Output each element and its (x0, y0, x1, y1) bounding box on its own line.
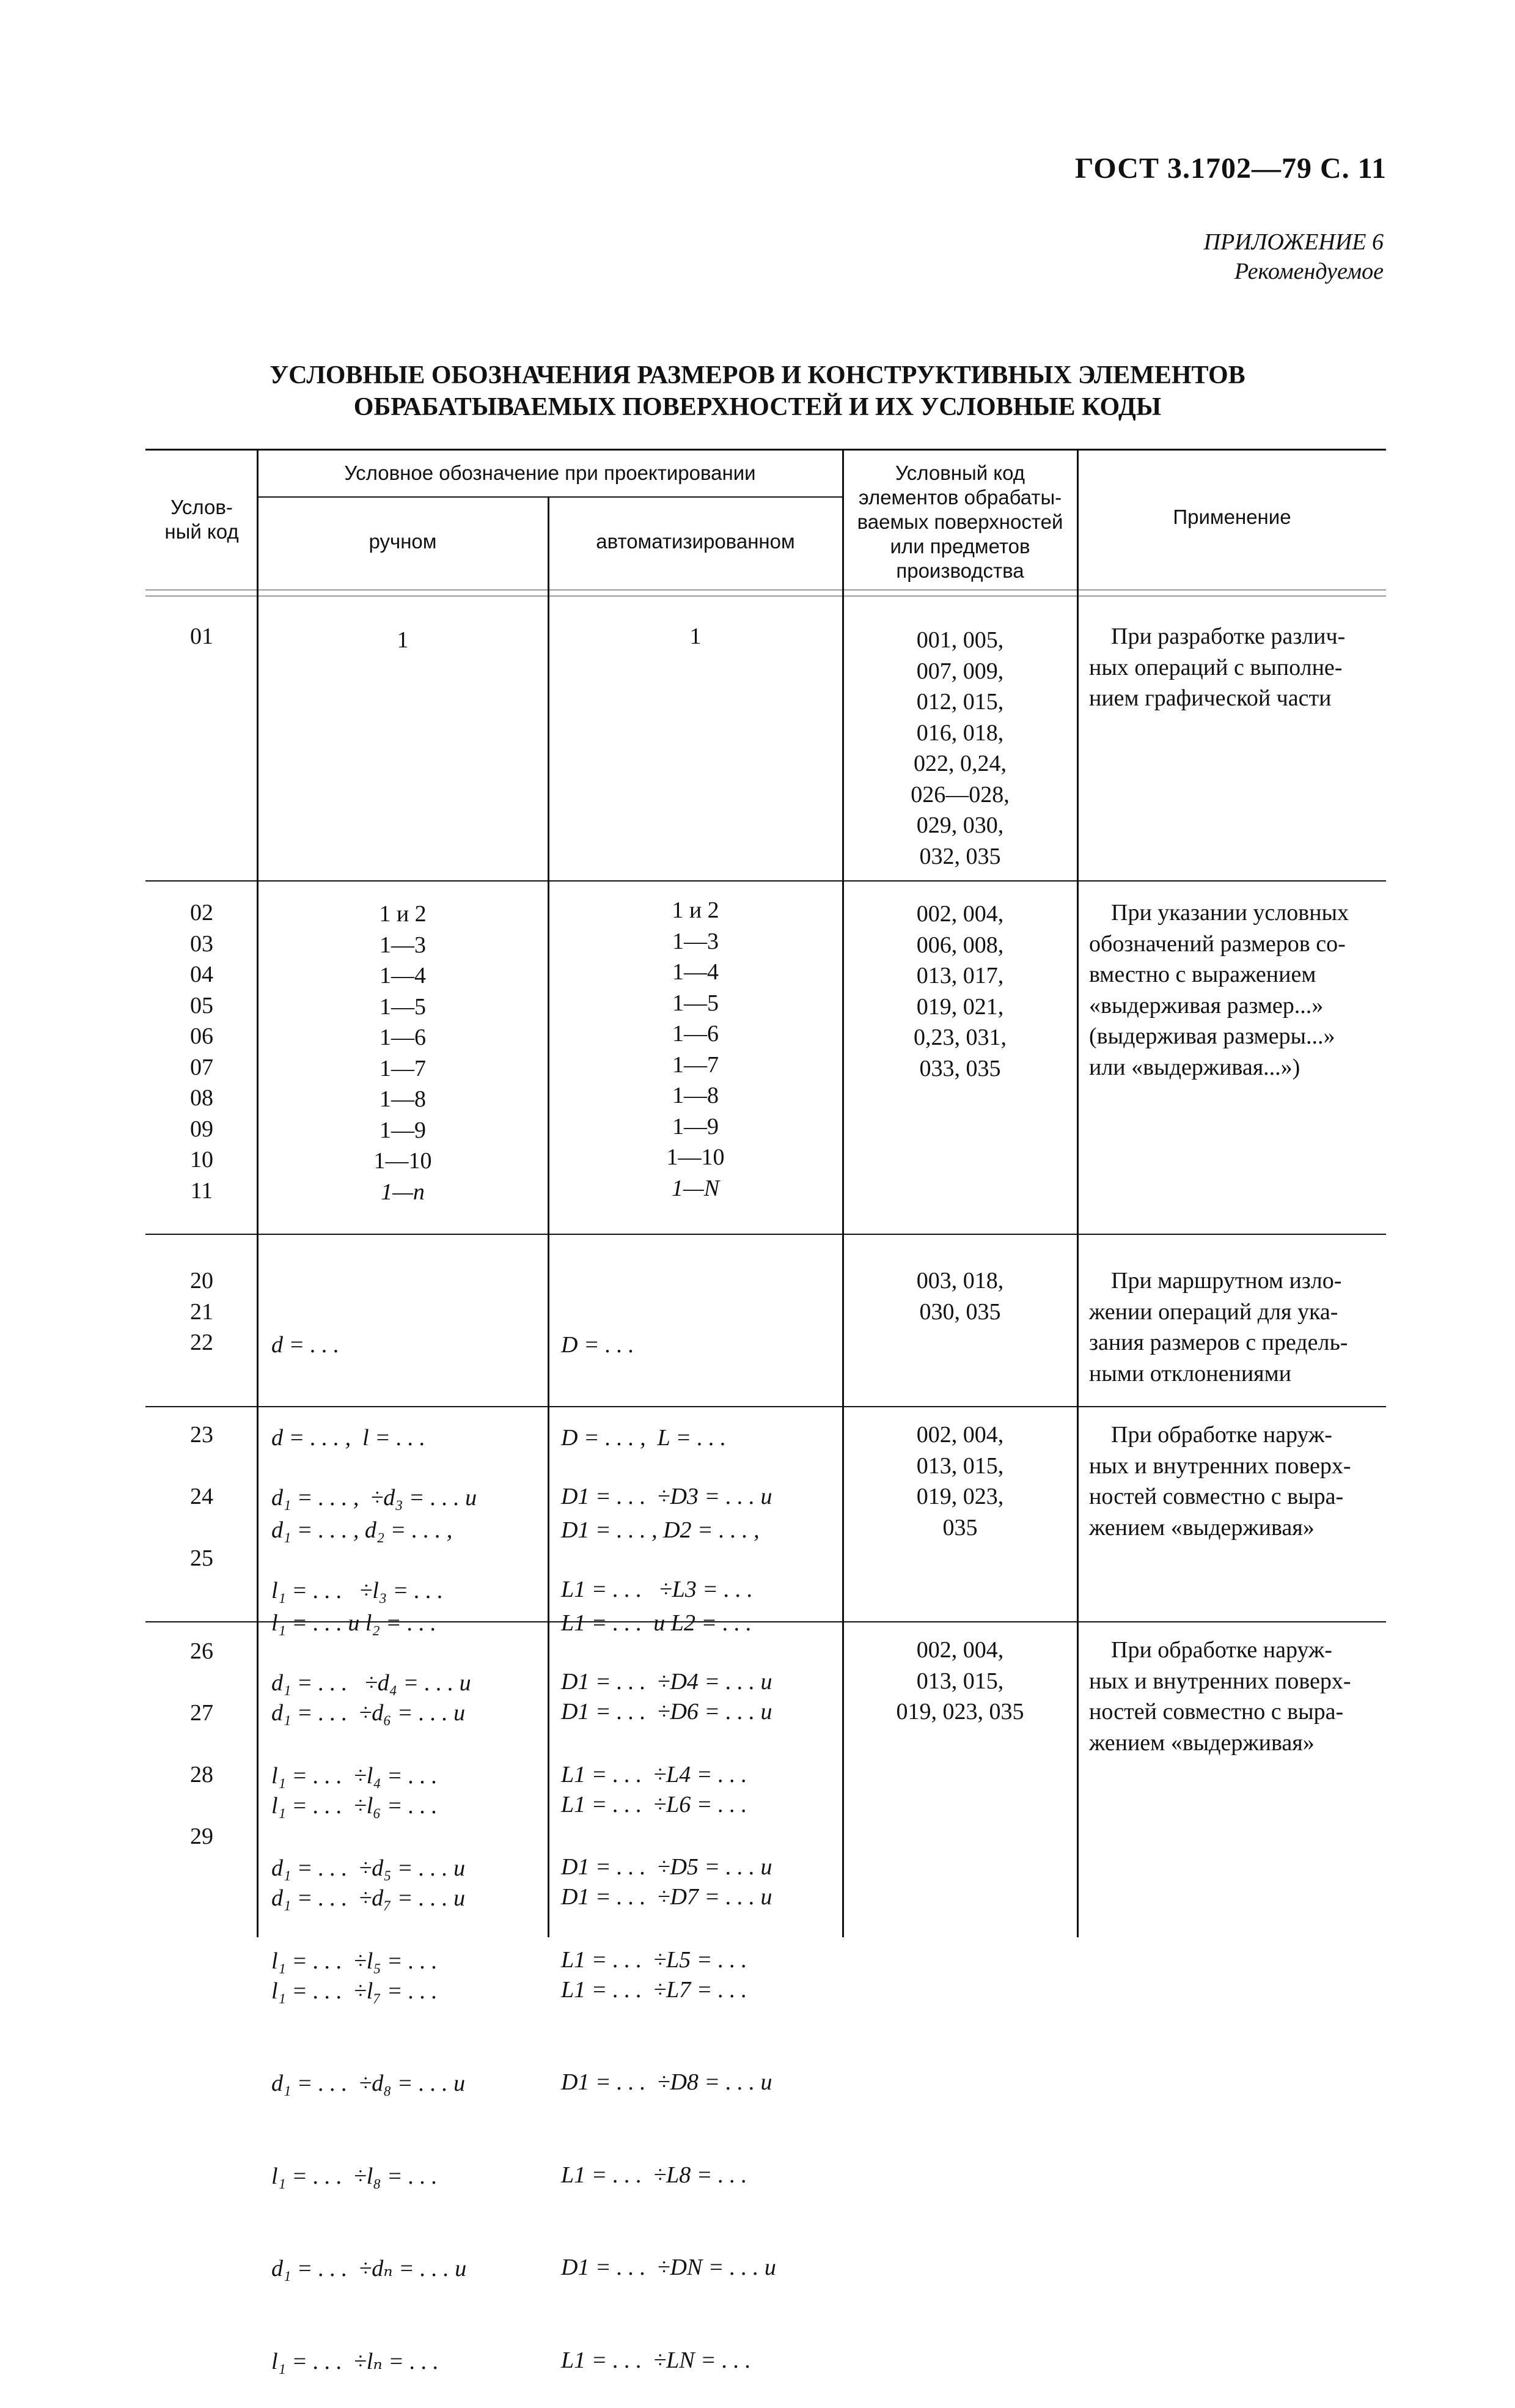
automated-formula: D1 = . . . ÷D4 = . . . и (561, 1669, 772, 1695)
appendix-block (1204, 227, 1384, 286)
header-surface-code (843, 461, 1077, 583)
manual-formula: d = . . . , l = . . . (271, 1424, 425, 1451)
surface-code-line: 002, 004, (916, 1422, 1004, 1448)
code-value (147, 1451, 257, 1482)
manual-value: 1—10 (373, 1148, 432, 1174)
application-line: жением «выдерживая» (1089, 1514, 1315, 1541)
row-application (1089, 621, 1387, 714)
manual-formula: d₁ = . . . , ÷d₃ = . . . и (271, 1485, 477, 1511)
application-line: нием графической части (1089, 685, 1332, 711)
surface-code-line: 013, 015, (916, 1668, 1004, 1694)
surface-code-line: 013, 015, (916, 1453, 1004, 1479)
manual-formula: l₁ = . . . ÷lₙ = . . . (271, 2348, 439, 2374)
header-surface-line: или предметов (890, 535, 1030, 558)
manual-value: 1—5 (380, 993, 426, 1020)
automated-formula: D1 = . . . ÷DN = . . . и (561, 2255, 776, 2280)
code-value: 07 (190, 1054, 213, 1080)
header-surface-line: ваемых поверхностей (857, 510, 1063, 533)
surface-code-line: 016, 018, (916, 720, 1004, 746)
row-manual (258, 625, 548, 656)
manual-formula: l₁ = . . . ÷l₃ = . . . (271, 1577, 444, 1603)
automated-value: 1—N (671, 1175, 720, 1201)
application-line: или «выдерживая...») (1089, 1054, 1300, 1080)
manual-value: 1—6 (380, 1025, 426, 1050)
surface-code-line: 026—028, (911, 781, 1010, 808)
header-code (147, 495, 257, 544)
manual-value: 1—3 (380, 932, 426, 958)
header-surface-line: Условный код (895, 462, 1025, 484)
manual-formula: l₁ = . . . ÷l₇ = . . . (271, 1978, 438, 2004)
surface-code-line: 032, 035 (919, 843, 1001, 869)
automated-value: 1—3 (672, 928, 719, 954)
row-application (1089, 1635, 1387, 1758)
application-line: обозначений размеров со- (1089, 930, 1346, 957)
automated-value: 1—10 (666, 1144, 725, 1170)
application-line: При маршрутном изло- (1111, 1268, 1342, 1294)
code-value: 20 (190, 1268, 213, 1294)
surface-code-line: 007, 009, (916, 658, 1004, 684)
automated-formula: L1 = . . . ÷L6 = . . . (561, 1791, 747, 1817)
row-surface-codes (843, 1419, 1077, 1543)
manual-value: 1—7 (380, 1055, 426, 1081)
automated-formula: D1 = . . . , D2 = . . . , (561, 1517, 760, 1543)
row-surface-codes (843, 625, 1077, 872)
application-line: При указании условных (1111, 900, 1349, 926)
manual-formula: d₁ = . . . ÷d₆ = . . . и (271, 1700, 466, 1726)
automated-formula: L1 = . . . ÷L7 = . . . (561, 1976, 747, 2003)
code-value: 04 (190, 962, 213, 987)
automated-formula: L1 = . . . и L2 = . . . (561, 1610, 752, 1636)
surface-code-line: 006, 008, (916, 932, 1004, 958)
application-line: жением «выдерживая» (1089, 1729, 1315, 1756)
code-value: 09 (190, 1116, 213, 1142)
code-value (147, 1512, 257, 1544)
code-value: 27 (190, 1700, 213, 1726)
row-separator (145, 1234, 1386, 1235)
code-value: 28 (190, 1762, 213, 1788)
row-application (1089, 897, 1387, 1083)
row-codes (147, 1636, 257, 1852)
automated-formula: L1 = . . . ÷LN = . . . (561, 2347, 751, 2373)
header-surface-line: элементов обрабаты- (858, 486, 1062, 509)
code-value: 23 (190, 1422, 213, 1448)
manual-value: 1—8 (380, 1086, 426, 1112)
automated-value: 1—9 (672, 1113, 719, 1140)
code-value: 02 (190, 900, 213, 926)
surface-code-line: 0,23, 031, (914, 1025, 1007, 1050)
surface-code-line: 019, 023, 035 (896, 1699, 1024, 1725)
manual-formula: l₁ = . . . ÷l₈ = . . . (271, 2163, 438, 2189)
manual-formula: d₁ = . . . ÷dₙ = . . . и (271, 2256, 467, 2281)
surface-code-line: 012, 015, (916, 689, 1004, 715)
manual-formula: l₁ = . . . и l₂ = . . . (271, 1610, 436, 1636)
code-value: 29 (190, 1824, 213, 1849)
header-code-line: Услов- (171, 496, 233, 518)
application-line: ностей совместно с выра- (1089, 1699, 1344, 1725)
application-line: жении операций для ука- (1089, 1298, 1338, 1325)
code-value: 25 (190, 1545, 213, 1571)
manual-formula: d₁ = . . . ÷d₈ = . . . и (271, 2071, 466, 2096)
table-top-rule (145, 449, 1386, 451)
row-manual (271, 1636, 548, 2408)
automated-value: 1—7 (672, 1051, 719, 1078)
application-line: зания размеров с предель- (1089, 1330, 1348, 1355)
code-value: 05 (190, 992, 213, 1018)
row-application (1089, 1265, 1387, 1389)
application-line: При обработке наруж- (1111, 1637, 1332, 1663)
surface-code-line: 002, 004, (916, 1637, 1004, 1663)
application-line: При разработке различ- (1111, 624, 1346, 649)
manual-value: 1—n (381, 1179, 425, 1205)
column-rule (548, 496, 549, 1937)
header-surface-line: производства (896, 559, 1024, 582)
header-sub-rule (257, 496, 842, 498)
header-automated: автоматизированном (596, 530, 795, 553)
code-value (147, 1667, 257, 1698)
code-value: 03 (190, 930, 213, 957)
manual-formula: l₁ = . . . ÷l₅ = . . . (271, 1948, 438, 1974)
title-line: УСЛОВНЫЕ ОБОЗНАЧЕНИЯ РАЗМЕРОВ И КОНСТРУКТИВНЫХ ЭЛЕМЕНТОВ (270, 361, 1245, 389)
automated-value: 1—4 (672, 959, 719, 985)
automated-formula: D1 = . . . ÷D5 = . . . и (561, 1854, 772, 1880)
automated-formula: L1 = . . . ÷L5 = . . . (561, 1946, 747, 1973)
application-line: ностей совместно с выра- (1089, 1484, 1344, 1509)
manual-formula: l₁ = . . . ÷l₆ = . . . (271, 1792, 438, 1819)
manual-value: 1 (397, 627, 409, 653)
row-automated (549, 895, 842, 1204)
header-application: Применение (1173, 506, 1291, 528)
code-value: 22 (190, 1330, 213, 1355)
row-codes (147, 897, 257, 1206)
code-value: 21 (190, 1298, 213, 1325)
application-line: При обработке наруж- (1111, 1422, 1332, 1448)
manual-formula: d₁ = . . . ÷d₅ = . . . и (271, 1855, 466, 1881)
automated-formula: D1 = . . . ÷D6 = . . . и (561, 1699, 772, 1725)
code-value (147, 1729, 257, 1760)
application-line: ными отклонениями (1089, 1360, 1292, 1386)
application-line: ных и внутренних поверх- (1089, 1453, 1351, 1479)
surface-code-line: 030, 035 (919, 1298, 1001, 1325)
appendix-status: Рекомендуемое (1234, 259, 1384, 284)
manual-formula: d₁ = . . . , d₂ = . . . , (271, 1517, 453, 1543)
surface-code-line: 035 (942, 1514, 978, 1541)
automated-value: 1—8 (672, 1083, 719, 1108)
row-surface-codes (843, 1265, 1077, 1327)
application-line: ных и внутренних поверх- (1089, 1668, 1351, 1694)
application-line: вместно с выражением (1089, 962, 1316, 987)
row-codes (147, 621, 257, 652)
code-value: 06 (190, 1023, 213, 1049)
code-value: 11 (190, 1177, 213, 1204)
manual-formula: d = . . . (271, 1332, 340, 1358)
page-header: ГОСТ 3.1702—79 С. 11 (1075, 152, 1387, 185)
application-line: ных операций с выполне- (1089, 654, 1343, 680)
row-surface-codes (843, 899, 1077, 1084)
surface-code-line: 001, 005, (916, 627, 1004, 653)
header-code-line: ный код (164, 520, 239, 543)
code-value (147, 1791, 257, 1822)
manual-value: 1—4 (380, 963, 426, 989)
manual-value: 1 и 2 (379, 901, 427, 927)
manual-formula: l₁ = . . . ÷l₄ = . . . (271, 1762, 438, 1789)
code-value: 26 (190, 1638, 213, 1664)
title-line: ОБРАБАТЫВАЕМЫХ ПОВЕРХНОСТЕЙ И ИХ УСЛОВНЫЕ КОДЫ (353, 393, 1162, 421)
header-manual: ручном (369, 530, 437, 553)
document-title (0, 359, 1515, 423)
automated-formula: D = . . . (561, 1332, 634, 1358)
code-value: 08 (190, 1085, 213, 1111)
automated-formula: D1 = . . . ÷D3 = . . . и (561, 1484, 772, 1509)
automated-formula: L1 = . . . ÷L8 = . . . (561, 2162, 747, 2188)
automated-formula: L1 = . . . ÷L4 = . . . (561, 1761, 747, 1788)
surface-code-line: 013, 017, (916, 963, 1004, 989)
automated-value: 1—5 (672, 990, 719, 1016)
automated-formula: D1 = . . . ÷D7 = . . . и (561, 1884, 772, 1910)
surface-code-line: 019, 021, (916, 993, 1004, 1020)
row-surface-codes (843, 1635, 1077, 1728)
surface-code-line: 022, 0,24, (914, 751, 1007, 776)
surface-code-line: 029, 030, (916, 812, 1004, 838)
header-bottom-rule (145, 589, 1386, 597)
surface-code-line: 033, 035 (919, 1055, 1001, 1081)
manual-formula: d₁ = . . . ÷d₇ = . . . и (271, 1885, 466, 1911)
row-application (1089, 1419, 1387, 1543)
surface-code-line: 019, 023, (916, 1484, 1004, 1509)
row-codes (147, 1265, 257, 1358)
code-value: 10 (190, 1147, 213, 1173)
row-automated (549, 621, 842, 652)
column-rule (1077, 450, 1079, 1937)
automated-formula: D = . . . , L = . . . (561, 1424, 727, 1451)
appendix-label: ПРИЛОЖЕНИЕ 6 (1203, 229, 1384, 255)
row-automated (561, 1635, 842, 2407)
row-manual (258, 899, 548, 1207)
automated-formula: L1 = . . . ÷L3 = . . . (561, 1576, 753, 1602)
automated-value: 1 (689, 624, 702, 649)
automated-value: 1—6 (672, 1021, 719, 1047)
automated-formula: D1 = . . . ÷D8 = . . . и (561, 2069, 772, 2095)
surface-code-line: 003, 018, (916, 1268, 1004, 1294)
code-value: 24 (190, 1484, 213, 1509)
row-codes (147, 1419, 257, 1574)
manual-formula: d₁ = . . . ÷d₄ = . . . и (271, 1670, 471, 1696)
surface-code-line: 002, 004, (916, 901, 1004, 927)
header-designation-group: Условное обозначение при проектировании (344, 462, 756, 484)
code-value: 01 (190, 624, 213, 649)
row-separator (145, 880, 1386, 882)
application-line: (выдерживая размеры...» (1089, 1023, 1335, 1049)
automated-value: 1 и 2 (672, 897, 719, 923)
manual-value: 1—9 (380, 1117, 426, 1143)
application-line: «выдерживая размер...» (1089, 992, 1324, 1018)
